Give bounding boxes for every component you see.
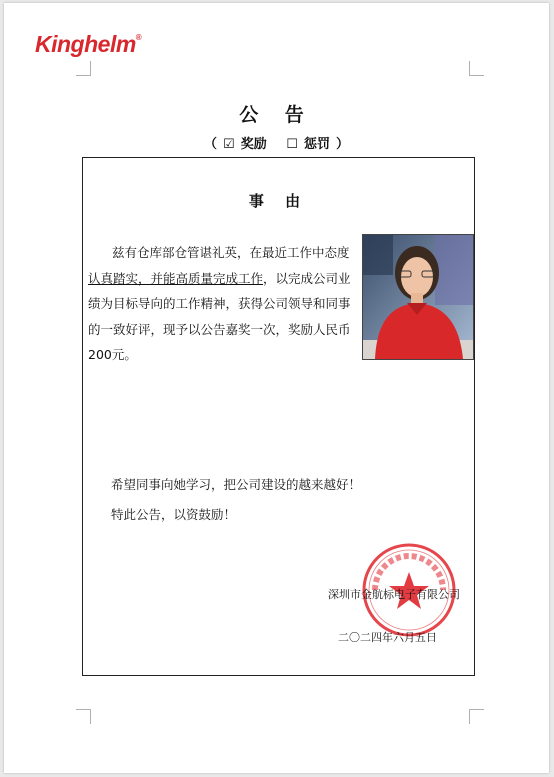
employee-portrait-image [363, 235, 473, 359]
closing-line-1: 希望同事向她学习，把公司建设的越来越好！ [111, 477, 362, 492]
closing-text [111, 470, 361, 530]
reward-checkbox[interactable]: ☑ [223, 137, 235, 152]
margin-mark-bottom-right [469, 709, 484, 724]
closing-line-2: 特此公告，以资鼓励！ [111, 507, 237, 522]
punish-checkbox[interactable]: ☐ [286, 137, 298, 152]
notice-type-line: （ ☑ 奖励 ☐ 惩罚 ） [204, 137, 349, 152]
company-name: 深圳市金航标电子有限公司 [328, 588, 460, 601]
notice-date: 二〇二四年六月五日 [338, 631, 437, 644]
employee-photo [362, 234, 474, 360]
underlined-phrase: 认真踏实，并能高质量完成工作 [88, 270, 264, 286]
notice-title: 公 告 [239, 104, 314, 126]
punish-label: 惩罚 [303, 137, 330, 152]
reason-heading: 事 由 [248, 192, 309, 210]
margin-mark-bottom-left [76, 709, 91, 724]
reason-paragraph: 兹有仓库部仓管谌礼英，在最近工作中态度认真踏实，并能高质量完成工作，以完成公司业绩为目标导向的工作精神，获得公司领导和同事的一致好评，现予以公告嘉奖一次，奖励人民币200元。 [88, 245, 351, 362]
reward-label: 奖励 [240, 137, 267, 152]
margin-mark-top-left [76, 61, 91, 76]
kinghelm-logo: Kinghelm® [35, 31, 142, 57]
margin-mark-top-right [469, 61, 484, 76]
document-page [4, 3, 549, 773]
notice-content-box [82, 157, 475, 676]
